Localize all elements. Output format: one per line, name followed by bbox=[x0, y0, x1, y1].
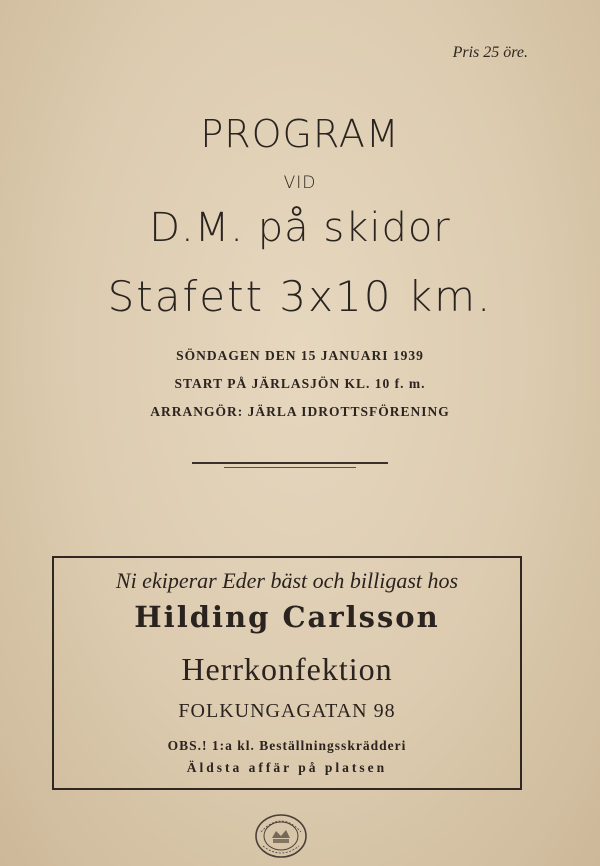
event-start: START PÅ JÄRLASJÖN KL. 10 f. m. bbox=[174, 376, 426, 391]
program-vid: VID bbox=[283, 173, 317, 193]
ad-business: Herrkonfektion bbox=[181, 651, 393, 687]
ad-slogan: Ni ekiperar Eder bäst och billigast hos bbox=[115, 568, 459, 593]
ad-address: FOLKUNGAGATAN 98 bbox=[178, 700, 396, 722]
event-subtitle: Stafett 3x10 km. bbox=[107, 272, 493, 321]
event-date: SÖNDAGEN DEN 15 JANUARI 1939 bbox=[176, 348, 424, 363]
divider-rule bbox=[192, 462, 388, 464]
price-label: Pris 25 öre. bbox=[452, 44, 528, 61]
divider-rule-thin bbox=[224, 467, 356, 468]
event-title: D.M. på skidor bbox=[149, 205, 451, 251]
library-stamp-icon bbox=[253, 812, 309, 860]
ad-tagline: Äldsta affär på platsen bbox=[186, 760, 388, 775]
ad-note: OBS.! 1:a kl. Beställningsskrädderi bbox=[167, 738, 407, 753]
ad-company-name: Hilding Carlsson bbox=[134, 600, 440, 634]
advertisement-box bbox=[52, 556, 522, 790]
event-organizer: ARRANGÖR: JÄRLA IDROTTSFÖRENING bbox=[150, 404, 450, 419]
program-title: PROGRAM bbox=[200, 112, 400, 156]
